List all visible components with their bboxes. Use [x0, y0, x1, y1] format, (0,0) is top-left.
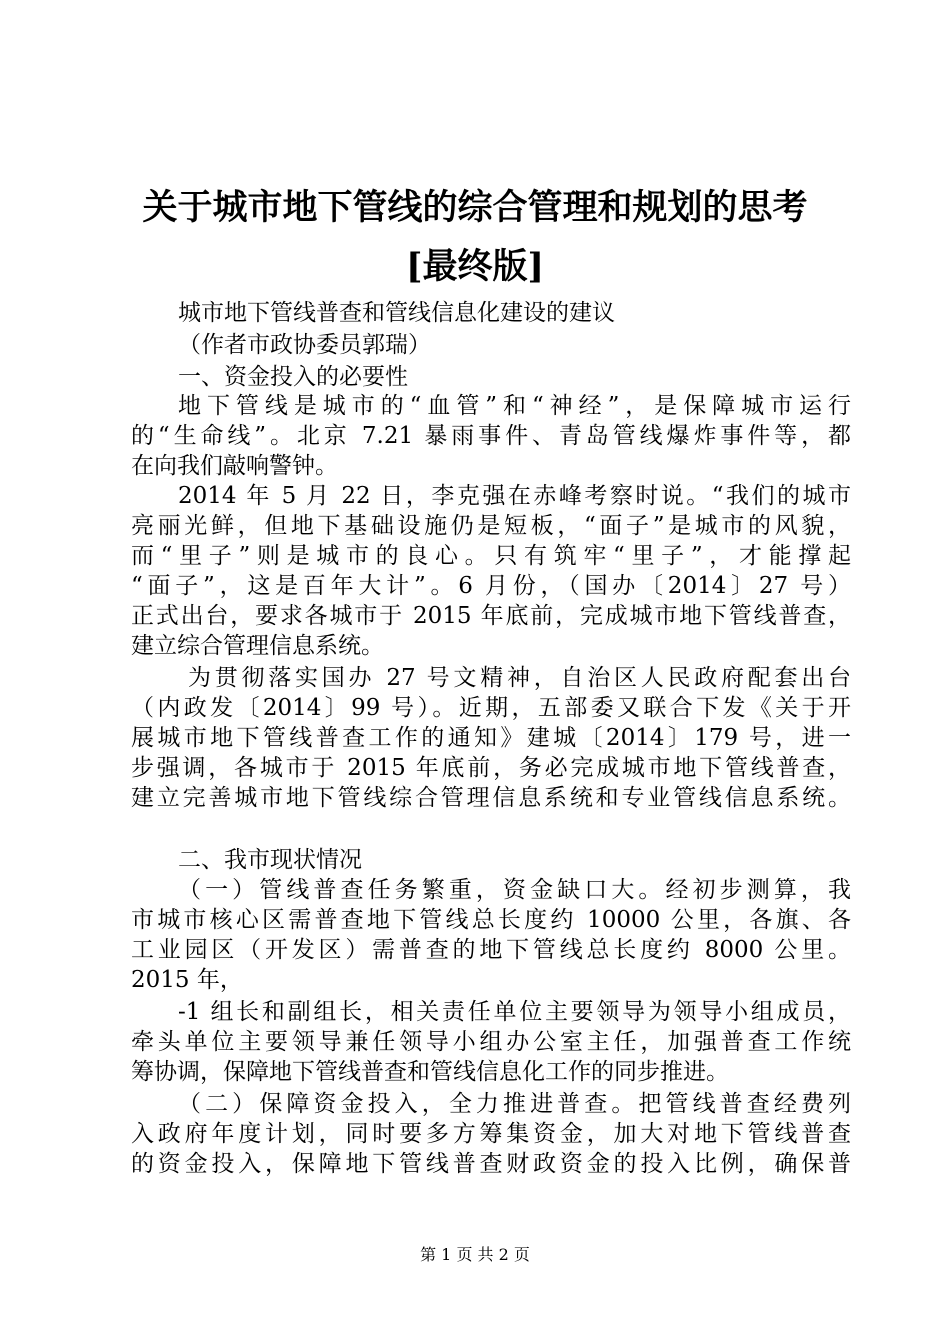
paragraph-line: 亮丽光鲜，但地下基础设施仍是短板，“面子”是城市的风貌，	[131, 513, 851, 539]
paragraph-line: 正式出台，要求各城市于 2015 年底前，完成城市地下管线普查，	[131, 603, 851, 629]
paragraph-line: （内政发〔2014〕99 号）。近期，五部委又联合下发《关于开	[131, 695, 851, 721]
paragraph-line: 入政府年度计划，同时要多方筹集资金，加大对地下管线普查	[131, 1121, 851, 1147]
paragraph-line: 为贯彻落实国办 27 号文精神，自治区人民政府配套出台	[188, 665, 851, 691]
section-heading-2: 二、我市现状情况	[178, 847, 362, 873]
section-heading-1: 一、资金投入的必要性	[178, 364, 408, 390]
paragraph-line: 市城市核心区需普查地下管线总长度约 10000 公里，各旗、各	[131, 907, 851, 933]
paragraph-line: 展城市地下管线普查工作的通知》建城〔2014〕179 号，进一	[131, 725, 851, 751]
subtitle-line: 城市地下管线普查和管线信息化建设的建议	[178, 300, 615, 326]
author-line: （作者市政协委员郭瑞）	[178, 332, 431, 358]
page-footer: 第 1 页 共 2 页	[420, 1245, 530, 1264]
paragraph-line: “面子”，这是百年大计”。6 月份，（国办〔2014〕27 号）	[131, 573, 851, 599]
document-title-version: [最终版]	[405, 246, 545, 287]
document-title: 关于城市地下管线的综合管理和规划的思考	[142, 187, 808, 228]
paragraph-line: 地下管线是城市的“血管”和“神经”，是保障城市运行	[178, 393, 851, 419]
paragraph-line: -1 组长和副组长，相关责任单位主要领导为领导小组成员，	[178, 999, 851, 1025]
paragraph-line: 工业园区（开发区）需普查的地下管线总长度约 8000 公里。	[131, 937, 851, 963]
paragraph-line: 2014 年 5 月 22 日，李克强在赤峰考察时说。“我们的城市	[178, 483, 851, 509]
paragraph-line: （二）保障资金投入，全力推进普查。把管线普查经费列	[178, 1091, 851, 1117]
paragraph-line: 的资金投入，保障地下管线普查财政资金的投入比例，确保普	[131, 1151, 851, 1177]
paragraph-line: （一）管线普查任务繁重，资金缺口大。经初步测算，我	[178, 877, 851, 903]
paragraph-line: 2015 年，	[131, 967, 243, 993]
paragraph-line: 建立完善城市地下管线综合管理信息系统和专业管线信息系统。	[131, 785, 851, 811]
paragraph-line: 在向我们敲响警钟。	[131, 453, 338, 479]
paragraph-line: 建立综合管理信息系统。	[131, 633, 384, 659]
paragraph-line: 筹协调，保障地下管线普查和管线信息化工作的同步推进。	[131, 1059, 729, 1085]
paragraph-line: 步强调，各城市于 2015 年底前，务必完成城市地下管线普查，	[131, 755, 851, 781]
paragraph-line: 牵头单位主要领导兼任领导小组办公室主任，加强普查工作统	[131, 1029, 851, 1055]
paragraph-line: 的“生命线”。北京 7.21 暴雨事件、青岛管线爆炸事件等，都	[131, 423, 851, 449]
paragraph-line: 而“里子”则是城市的良心。只有筑牢“里子”，才能撑起	[131, 543, 851, 569]
